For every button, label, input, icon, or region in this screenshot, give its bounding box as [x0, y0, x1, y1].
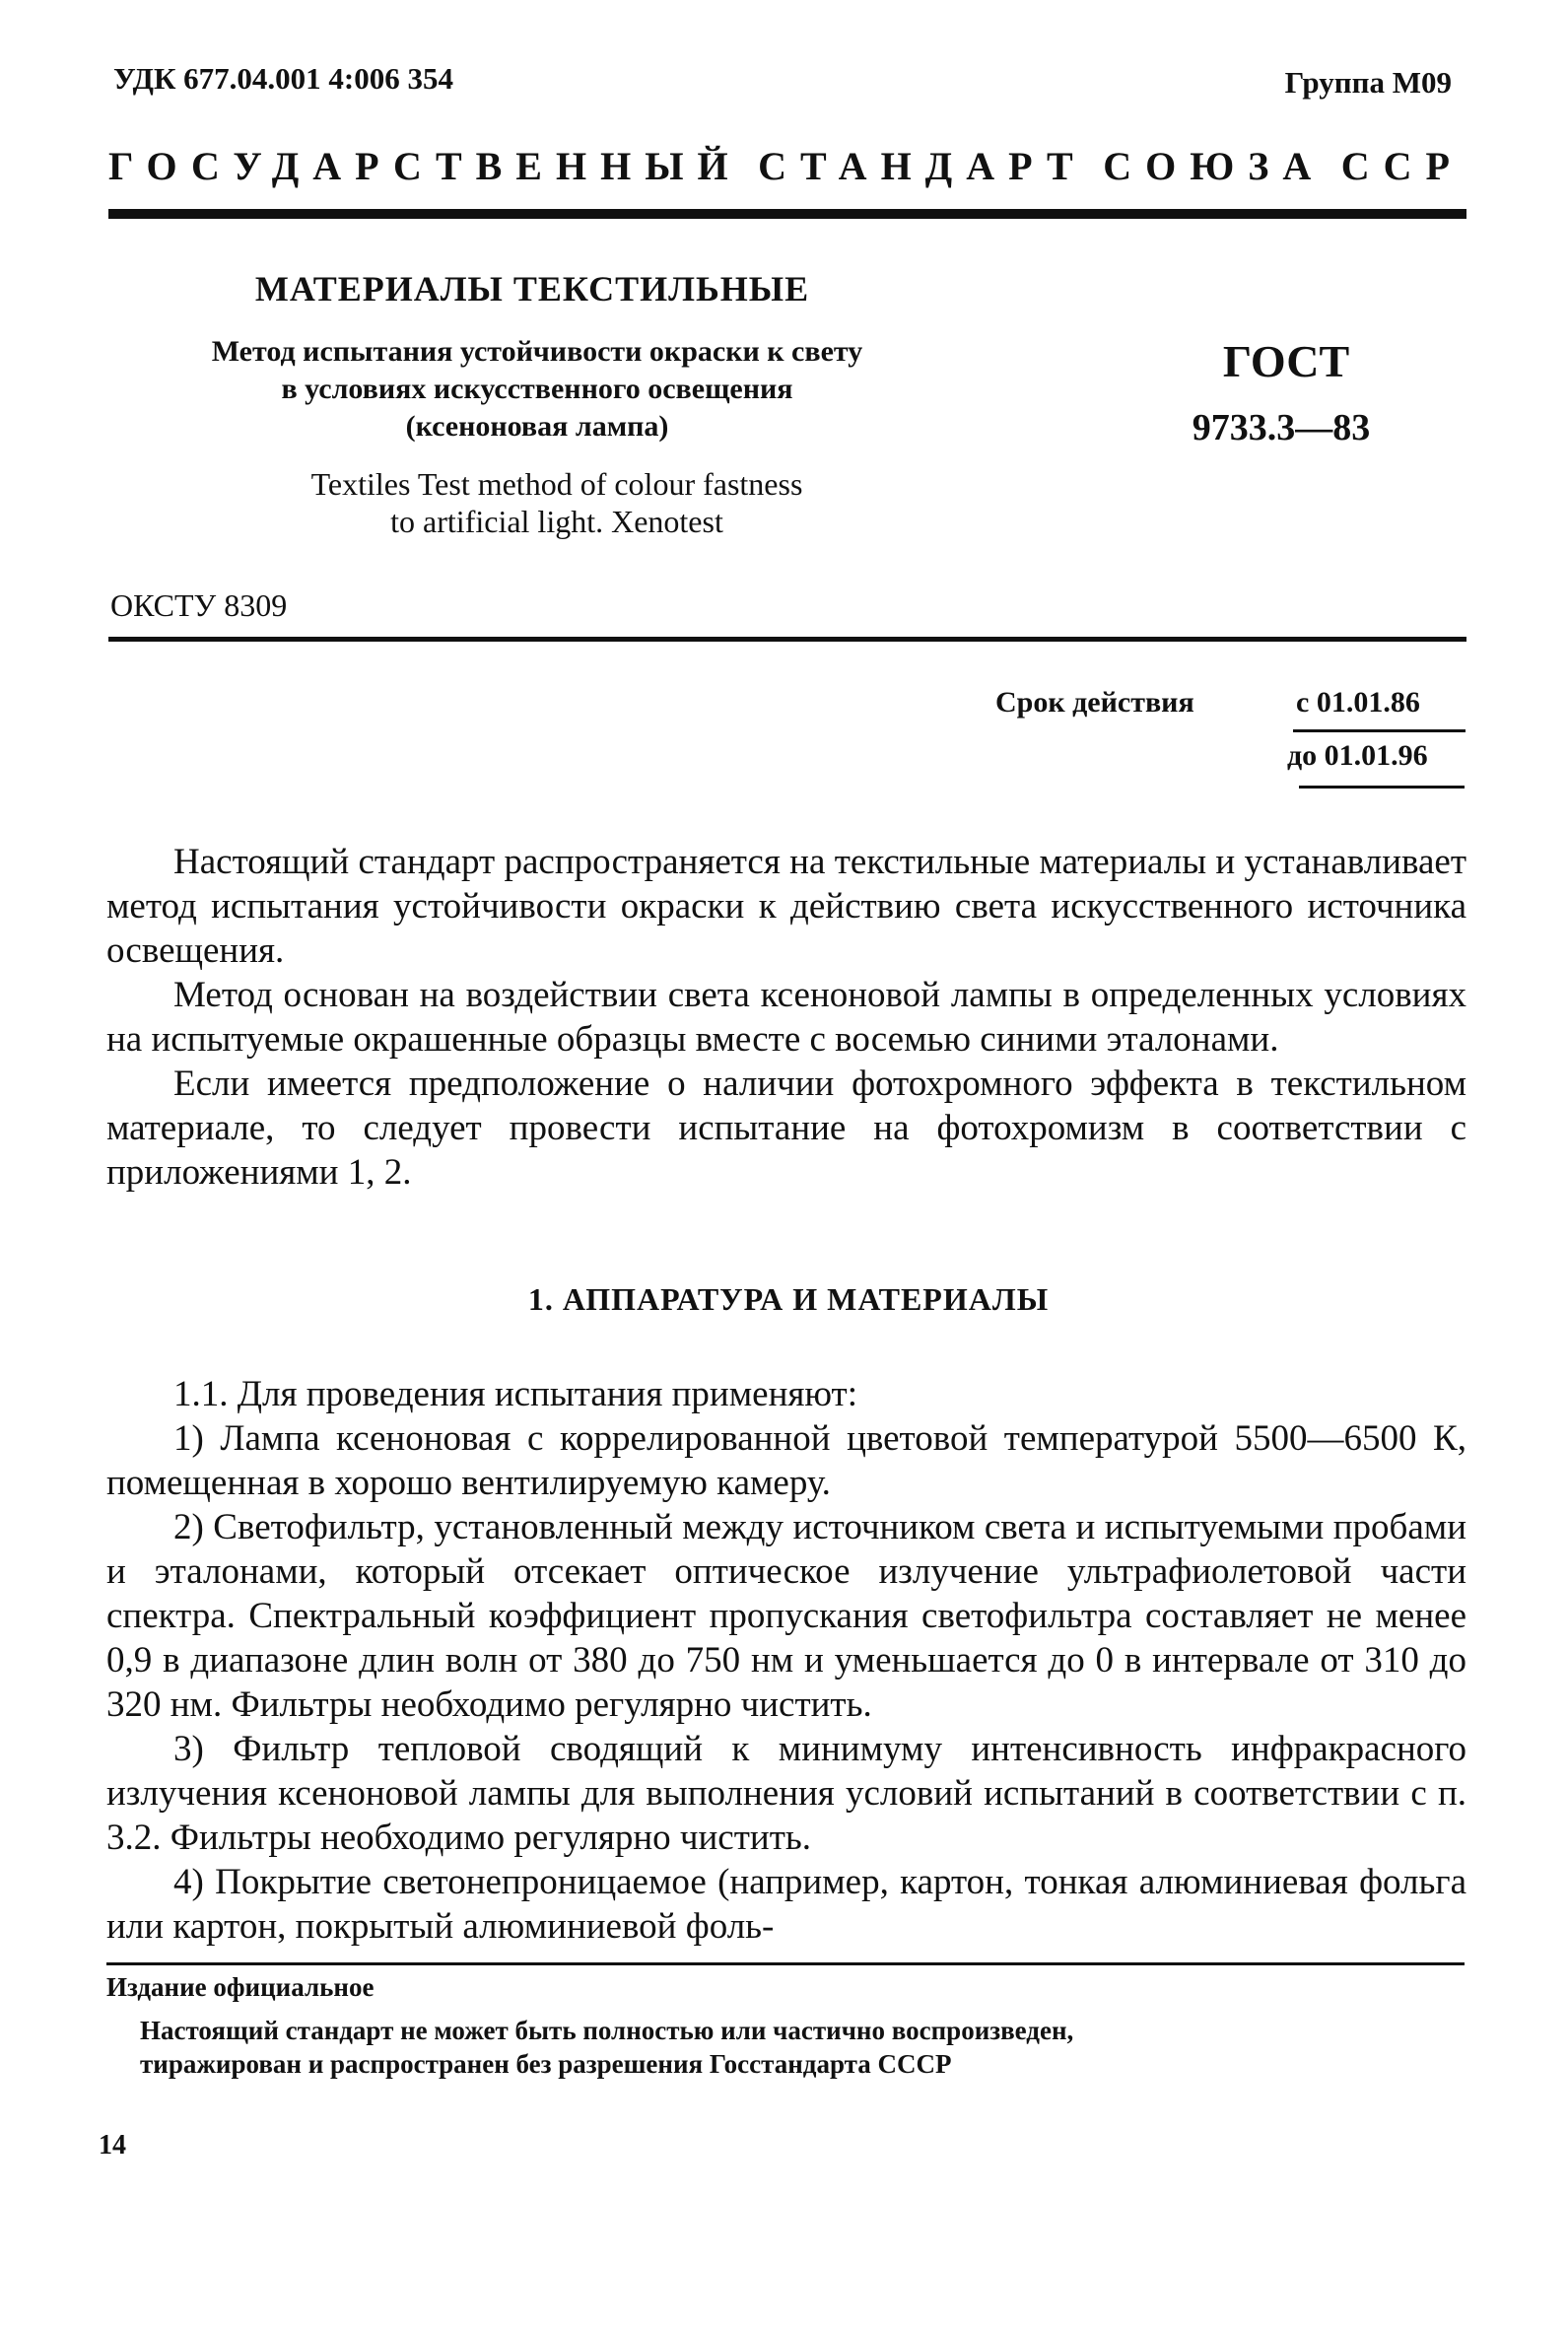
section-paragraph: 2) Светофильтр, установленный между источником света и испытуемыми пробами и эталонами, который отсекает оптическое излучение ультрафиолетовой части спектра. Спектральный коэффициент пропускания светофильтра составляет не менее 0,9 в диапазоне длин волн от 380 до 750 нм и уменьшается до 0 в интервале от 310 до 320 нм. Фильтры необходимо регулярно чистить.	[106, 1507, 1466, 1725]
footer-rule	[106, 1962, 1465, 1965]
title-block-rule	[108, 637, 1466, 642]
intro-text	[106, 840, 1466, 1195]
english-title	[227, 465, 887, 540]
section-paragraph: 4) Покрытие светонепроницаемое (например, картон, тонкая алюминиевая фольга или картон, покрытый алюминиевой фоль-	[106, 1862, 1466, 1947]
section-heading: 1. АППАРАТУРА И МАТЕРИАЛЫ	[527, 1281, 1050, 1317]
gost-number: 9733.3—83	[1192, 407, 1371, 448]
section-paragraph: 1.1. Для проведения испытания применяют:	[173, 1374, 857, 1414]
subtitle-line: Метод испытания устойчивости окраски к свету	[211, 335, 863, 368]
document-title: МАТЕРИАЛЫ ТЕКСТИЛЬНЫЕ	[254, 269, 810, 309]
notice-line: тиражирован и распространен без разрешения Госстандарта СССР	[140, 2049, 952, 2079]
section-text	[106, 1372, 1466, 1949]
validity-from-underline	[1293, 729, 1466, 732]
banner-word: ССР	[1340, 144, 1464, 188]
validity-to-underline	[1299, 786, 1465, 789]
banner-word: СОЮЗА	[1103, 144, 1326, 188]
document-subtitle	[182, 333, 892, 446]
subtitle-line: в условиях искусственного освещения	[281, 373, 793, 405]
validity-from: с 01.01.86	[1296, 686, 1420, 719]
validity-label: Срок действия	[995, 686, 1194, 719]
english-title-line: Textiles Test method of colour fastness	[310, 466, 803, 502]
intro-paragraph: Если имеется предположение о наличии фотохромного эффекта в текстильном материале, то следует провести испытание на фотохромизм в соответствии с приложениями 1, 2.	[106, 1064, 1466, 1193]
udk-code: УДК 677.04.001 4:006 354	[113, 61, 453, 96]
official-edition-label: Издание официальное	[106, 1972, 375, 2002]
intro-paragraph: Метод основан на воздействии света ксеноновой лампы в определенных условиях на испытуемые окрашенные образцы вместе с восемью синими эталонами.	[106, 975, 1466, 1060]
validity-to: до 01.01.96	[1287, 739, 1428, 772]
okstu-code: ОКСТУ 8309	[110, 587, 288, 623]
copyright-notice	[140, 2014, 1461, 2081]
banner-word: ГОСУДАРСТВЕННЫЙ	[108, 144, 742, 188]
subtitle-line: (ксеноновая лампа)	[405, 410, 669, 443]
english-title-line: to artificial light. Xenotest	[390, 504, 723, 539]
section-paragraph: 1) Лампа ксеноновая с коррелированной цветовой температурой 5500—6500 К, помещенная в хорошо вентилируемую камеру.	[106, 1418, 1466, 1503]
banner-word: СТАНДАРТ	[758, 144, 1087, 188]
state-standard-banner	[108, 143, 1464, 189]
notice-line: Настоящий стандарт не может быть полностью или частично воспроизведен,	[140, 2016, 1074, 2045]
intro-paragraph: Настоящий стандарт распространяется на текстильные материалы и устанавливает метод испытания устойчивости окраски к действию света искусственного источника освещения.	[106, 842, 1466, 971]
page-number: 14	[99, 2130, 126, 2161]
section-paragraph: 3) Фильтр тепловой сводящий к минимуму интенсивность инфракрасного излучения ксеноновой лампы для выполнения условий испытаний в соответствии с п. 3.2. Фильтры необходимо регулярно чистить.	[106, 1729, 1466, 1858]
group-code: Группа М09	[1284, 65, 1452, 100]
gost-label: ГОСТ	[1222, 336, 1350, 386]
header-rule	[108, 209, 1466, 219]
